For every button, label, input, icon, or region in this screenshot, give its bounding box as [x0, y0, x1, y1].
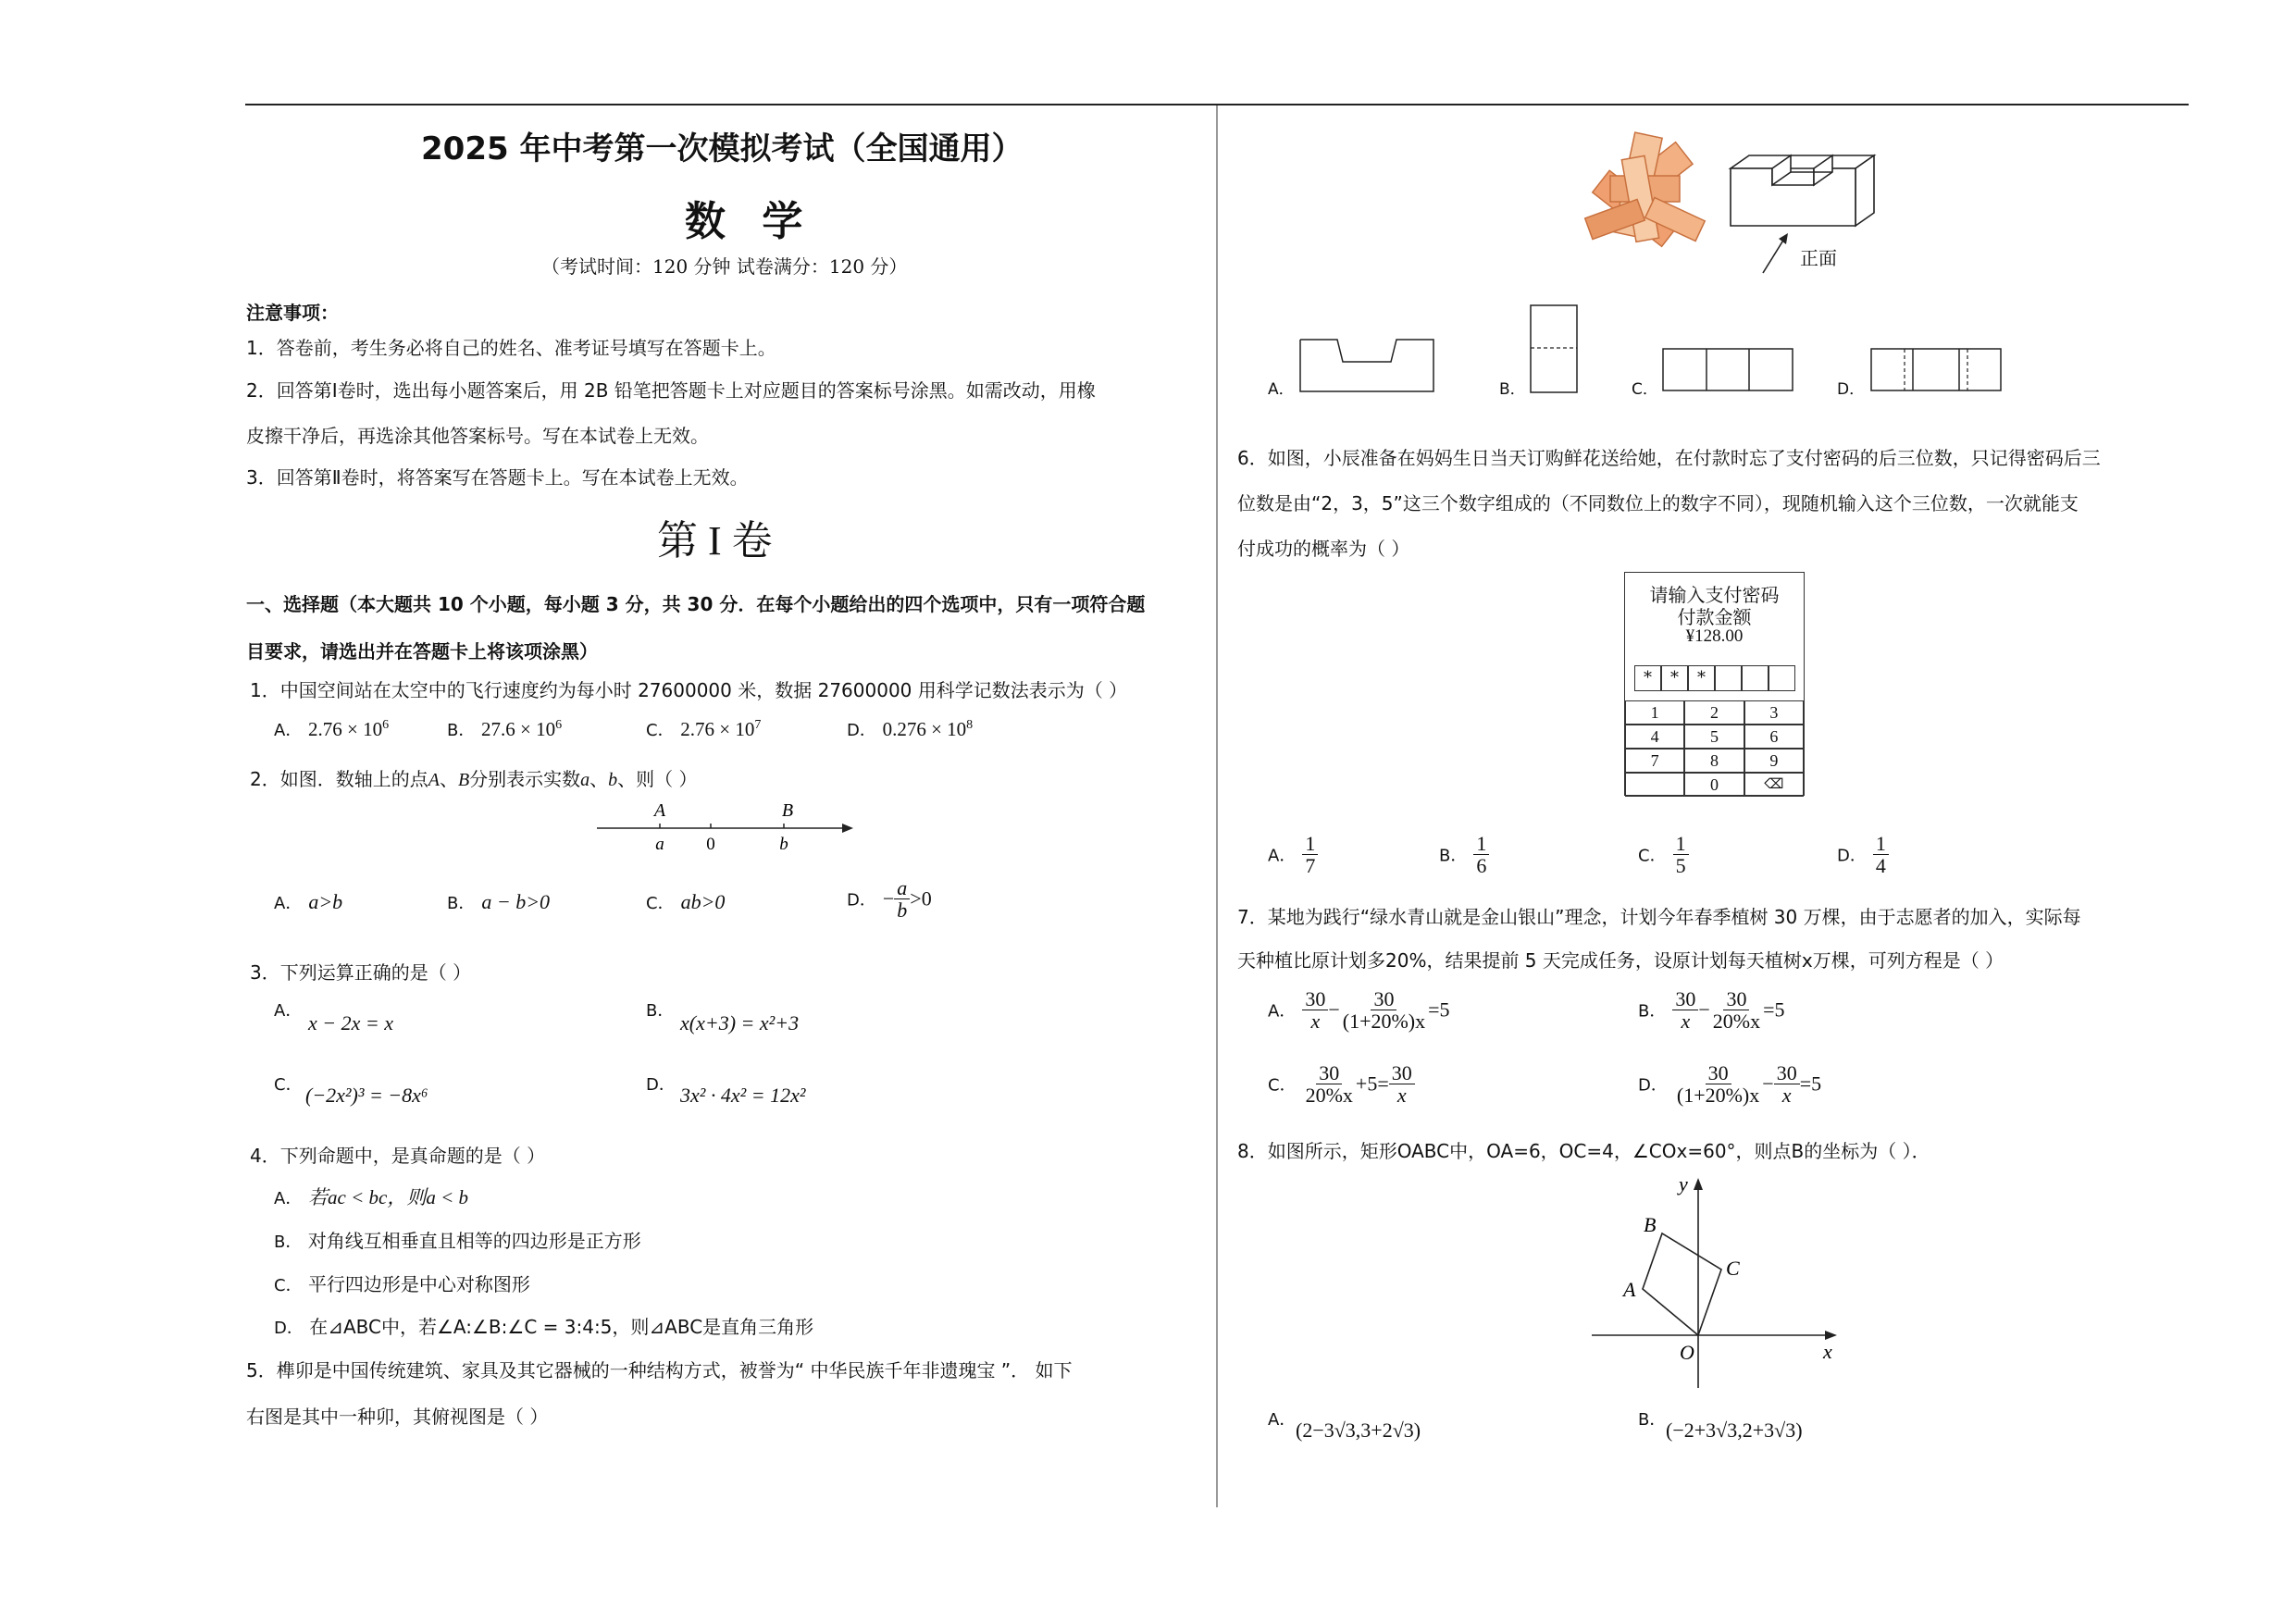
fraction-numerator: 30: [1706, 1062, 1731, 1084]
q5-option-a-figure[interactable]: [1298, 338, 1437, 393]
point-b-label: B: [781, 800, 794, 821]
q6-stem: 6．如图，小辰准备在妈妈生日当天订购鲜花送给她，在付款时忘了支付密码的后三位数，只记得密码后三: [1237, 447, 2101, 469]
q7-stem: 天种植比原计划多20%，结果提前 5 天完成任务，设原计划每天植树x万棵，可列方程是（ ）: [1237, 949, 2004, 972]
notice-item: 2．回答第Ⅰ卷时，选出每小题答案后，用 2B 铅笔把答题卡上对应题目的答案标号涂黑。如需改动，用橡: [246, 379, 1096, 402]
point-b-label: B: [1644, 1213, 1657, 1236]
rectangle-coordinate-diagram: [1582, 1171, 1860, 1397]
option-fraction: [1473, 833, 1489, 876]
keypad-key: 7: [1625, 749, 1684, 773]
password-box: [1769, 665, 1795, 691]
section-instruction: 一、选择题（本大题共 10 个小题，每小题 3 分，共 30 分．在每个小题给出的四个选项中，只有一项符合题: [246, 593, 1146, 615]
notice-item: 3．回答第Ⅱ卷时，将答案写在答题卡上。写在本试卷上无效。: [246, 466, 749, 489]
option-mantissa: 27.6: [481, 718, 515, 740]
keypad-key: 2: [1684, 700, 1744, 725]
option-label: D．: [847, 721, 876, 740]
q5-option-d-label: D．: [1837, 380, 1866, 399]
q8-option-b-label: B．: [1638, 1410, 1667, 1430]
q3-option-c[interactable]: (−2x²)³ = −8x⁶: [305, 1084, 428, 1107]
q3-option-d-label: D．: [646, 1075, 676, 1095]
q5-stem: 5．榫卯是中国传统建筑、家具及其它器械的一种结构方式，被誉为“ 中华民族千年非遗瑰宝 ”． 如下: [246, 1359, 1073, 1381]
zero-label: 0: [706, 835, 715, 854]
axis-y-label: y: [1679, 1172, 1688, 1196]
option-exp: 6: [382, 718, 390, 732]
keypad-key: 0: [1684, 773, 1744, 797]
password-box: *: [1634, 665, 1661, 691]
option-rest: >0: [910, 886, 932, 911]
q3-option-b-label: B．: [646, 1001, 675, 1021]
keypad-key: 3: [1744, 700, 1804, 725]
q5-option-b-figure[interactable]: [1529, 304, 1580, 396]
option-expr: a>b: [308, 890, 343, 913]
fraction-numerator: 30: [1389, 1062, 1415, 1084]
x-axis-arrow: [1825, 1331, 1837, 1340]
fraction-denominator: 6: [1476, 854, 1487, 878]
number-line-arrow: [842, 824, 853, 833]
operator: −: [1698, 997, 1710, 1022]
option-fraction: [1302, 833, 1318, 876]
fraction-denominator: 20%x: [1712, 1010, 1761, 1034]
option-fraction: [1340, 988, 1428, 1032]
fraction-denominator: 7: [1305, 854, 1316, 878]
q2-option-b[interactable]: [447, 890, 550, 914]
q3-option-a[interactable]: x − 2x = x: [308, 1011, 393, 1035]
option-label: D．: [847, 890, 876, 911]
q5-option-a-label: A．: [1268, 380, 1295, 399]
option-label: A．: [274, 1189, 303, 1208]
option-label: C．: [646, 721, 675, 740]
fraction-denominator: 20%x: [1305, 1084, 1353, 1108]
option-fraction: [1673, 833, 1689, 876]
option-fraction: [1303, 1062, 1356, 1106]
q4-option-d[interactable]: [274, 1312, 813, 1339]
q3-option-d[interactable]: 3x² · 4x² = 12x²: [680, 1084, 806, 1107]
q3-option-a-label: A．: [274, 1001, 303, 1021]
option-text: 在⊿ABC中，若∠A:∠B:∠C = 3:4:5，则⊿ABC是直角三角形: [309, 1316, 814, 1338]
option-fraction: [1710, 988, 1763, 1032]
q2-stem-var-b: b: [608, 770, 618, 790]
option-label: B．: [447, 721, 476, 740]
option-fraction: [1672, 988, 1698, 1032]
option-label: B．: [1638, 1001, 1667, 1022]
option-text: 平行四边形是中心对称图形: [307, 1273, 530, 1295]
option-mantissa: 0.276: [882, 718, 926, 740]
fraction-numerator: 30: [1672, 988, 1698, 1010]
keypad-key: 4: [1625, 725, 1684, 749]
option-text: 若ac < bc，则a < b: [308, 1186, 468, 1208]
fraction-denominator: x: [1681, 1010, 1691, 1034]
option-exp: 7: [754, 718, 762, 732]
option-fraction: [1774, 1062, 1800, 1106]
q2-option-c[interactable]: [646, 890, 725, 914]
fraction-numerator: 30: [1302, 988, 1328, 1010]
option-minus: −: [882, 886, 895, 911]
volume-title: 第 I 卷: [657, 518, 773, 564]
q7-option-b[interactable]: [1638, 988, 1785, 1032]
q6-stem: 付成功的概率为（ ）: [1237, 538, 1410, 560]
q1-option-b[interactable]: B． $27.6 \times 10^6$: [447, 718, 563, 740]
point-a-label: A: [653, 800, 666, 821]
keypad-key: 9: [1744, 749, 1804, 773]
q3-stem: 3．下列运算正确的是（ ）: [250, 961, 472, 984]
q7-option-a[interactable]: [1268, 988, 1450, 1032]
fraction-numerator: 30: [1774, 1062, 1800, 1084]
q7-stem: 7．某地为践行“绿水青山就是金山银山”理念，计划今年春季植树 30 万棵，由于志愿者的加入，实际每: [1237, 906, 2081, 928]
operator: −: [1762, 1072, 1774, 1096]
fraction-denominator: 4: [1875, 854, 1886, 878]
fraction-denominator: x: [1781, 1084, 1792, 1108]
q4-stem: 4．下列命题中，是真命题的是（ ）: [250, 1145, 546, 1167]
fraction-denominator: (1+20%)x: [1676, 1084, 1760, 1108]
rectangle-oabc: [1643, 1233, 1721, 1335]
q2-stem-point-b: B: [457, 770, 470, 790]
q1-option-d[interactable]: D． $0.276 \times 10^8$: [847, 718, 974, 740]
fraction-numerator: 30: [1316, 1062, 1342, 1084]
q8-option-b[interactable]: (−2+3√3,2+3√3): [1666, 1419, 1803, 1442]
front-arrow: [1763, 239, 1784, 273]
option-fraction: [1389, 1062, 1415, 1106]
option-label: D．: [274, 1319, 304, 1338]
option-label: C．: [646, 894, 675, 913]
fraction-denominator: x: [1396, 1084, 1407, 1108]
q6-option-c[interactable]: [1638, 833, 1689, 876]
backspace-icon: ⌫: [1744, 773, 1804, 797]
q5-option-d-figure[interactable]: [1869, 347, 2004, 393]
option-label: A．: [274, 894, 303, 913]
option-text: 对角线互相垂直且相等的四边形是正方形: [307, 1230, 641, 1252]
fraction-denominator: (1+20%)x: [1342, 1010, 1426, 1034]
value-a-label: a: [655, 835, 664, 854]
password-box: *: [1661, 665, 1688, 691]
q1-option-c[interactable]: C． $2.76 \times 10^7$: [646, 718, 762, 740]
option-label: A．: [1268, 846, 1297, 866]
keypad-key: 5: [1684, 725, 1744, 749]
option-label: D．: [1837, 846, 1867, 866]
q6-option-d[interactable]: [1837, 833, 1889, 876]
fraction-numerator: 30: [1371, 988, 1396, 1010]
option-label: C．: [1638, 846, 1667, 866]
fraction-numerator: 1: [1673, 833, 1689, 855]
subject-title: 数 学: [685, 198, 814, 245]
fraction-numerator: 30: [1723, 988, 1749, 1010]
q2-stem: 2．如图．数轴上的点A、B分别表示实数a、b、则（ ）: [250, 768, 698, 790]
q2-stem-point-a: A: [428, 770, 440, 790]
payment-keypad: [1624, 572, 1805, 796]
notice-item: 1．答卷前，考生务必将自己的姓名、准考证号填写在答题卡上。: [246, 337, 776, 359]
q4-option-c[interactable]: [274, 1270, 530, 1296]
fraction-denominator: x: [1310, 1010, 1321, 1034]
keypad-key: [1625, 773, 1684, 797]
keypad-key: 1: [1625, 700, 1684, 725]
option-label: B．: [447, 894, 476, 913]
operator: −: [1328, 997, 1340, 1022]
q5-option-c-figure[interactable]: [1661, 347, 1795, 393]
option-label: C．: [1268, 1075, 1297, 1096]
notice-item: 皮擦干净后，再选涂其他答案标号。写在本试卷上无效。: [246, 425, 709, 447]
keypad-key: 8: [1684, 749, 1744, 773]
front-label: 正面: [1800, 247, 1837, 269]
password-box: [1715, 665, 1742, 691]
q2-stem-suffix: 分别表示实数: [469, 768, 581, 790]
option-exp: 8: [966, 718, 974, 732]
option-fraction: [1674, 1062, 1762, 1106]
q2-stem-end: 、则（ ）: [617, 768, 698, 790]
keypad-title: 请输入支付密码: [1649, 586, 1780, 606]
y-axis-arrow: [1694, 1178, 1703, 1190]
q1-option-a[interactable]: A． $2.76 \times 10^6$: [274, 718, 390, 740]
q2-stem-var-a: a: [580, 770, 590, 790]
keypad-amount: ¥128.00: [1685, 626, 1744, 646]
q7-option-c[interactable]: [1268, 1062, 1415, 1106]
option-label: A．: [274, 721, 303, 740]
q8-stem: 8．如图所示，矩形OABC中，OA=6，OC=4，∠COx=60°，则点B的坐标为（ ）．: [1237, 1140, 1930, 1162]
wooden-puzzle-image: [1573, 130, 1712, 259]
option-fraction: [894, 877, 910, 921]
q2-option-a[interactable]: [274, 890, 342, 914]
q5-stem: 右图是其中一种卯，其俯视图是（ ）: [246, 1406, 549, 1428]
exam-title: 2025 年中考第一次模拟考试（全国通用）: [421, 130, 1024, 167]
value-b-label: b: [779, 835, 788, 854]
number-line-diagram: [592, 798, 861, 853]
password-box: [1742, 665, 1769, 691]
operator: +5=: [1355, 1072, 1389, 1096]
option-fraction: [1873, 833, 1889, 876]
keypad-amount-title: 付款金额: [1677, 608, 1752, 628]
option-label: C．: [274, 1276, 303, 1295]
point-c-label: C: [1726, 1257, 1740, 1280]
q5-option-b-label: B．: [1499, 380, 1526, 399]
q2-option-d[interactable]: [847, 877, 932, 921]
option-fraction: [1302, 988, 1328, 1032]
point-a-label: A: [1623, 1278, 1636, 1301]
point-o-label: O: [1680, 1341, 1694, 1364]
option-expr: ab>0: [680, 890, 726, 913]
q3-option-b[interactable]: x(x+3) = x²+3: [680, 1011, 800, 1035]
q4-option-b[interactable]: [274, 1226, 641, 1253]
column-divider: [1216, 105, 1218, 1507]
q7-option-d[interactable]: [1638, 1062, 1821, 1106]
option-exp: 6: [555, 718, 563, 732]
password-boxes: [1634, 665, 1795, 691]
q6-option-a[interactable]: [1268, 833, 1318, 876]
section-instruction: 目要求，请选出并在答题卡上将该项涂黑）: [246, 640, 598, 663]
q1-stem: 1．中国空间站在太空中的飞行速度约为每小时 27600000 米，数据 27600000 用科学记数法表示为（ ）: [250, 679, 1128, 701]
keypad-key: 6: [1744, 725, 1804, 749]
q5-option-c-label: C．: [1632, 380, 1658, 399]
option-label: A．: [1268, 1001, 1297, 1022]
fraction-denominator: b: [897, 898, 908, 923]
q8-option-a[interactable]: (2−3√3,3+2√3): [1296, 1419, 1421, 1442]
option-label: D．: [1638, 1075, 1668, 1096]
q8-option-a-label: A．: [1268, 1410, 1297, 1430]
option-expr: a − b>0: [481, 890, 551, 913]
equation-rhs: =5: [1799, 1072, 1822, 1096]
fraction-numerator: 1: [1473, 833, 1489, 855]
fraction-numerator: 1: [1873, 833, 1889, 855]
q4-option-a[interactable]: [274, 1183, 468, 1210]
q2-stem-prefix: 2．如图．数轴上的点: [250, 768, 428, 790]
notice-title: 注意事项：: [246, 302, 339, 324]
fraction-numerator: a: [894, 877, 910, 899]
fraction-denominator: 5: [1675, 854, 1686, 878]
q3-option-c-label: C．: [274, 1075, 303, 1095]
password-box: *: [1688, 665, 1715, 691]
option-mantissa: 2.76: [308, 718, 342, 740]
axis-x-label: x: [1823, 1340, 1832, 1363]
keypad-grid: [1625, 700, 1804, 797]
fraction-numerator: 1: [1302, 833, 1318, 855]
option-mantissa: 2.76: [680, 718, 715, 740]
exam-info: （考试时间：120 分钟 试卷满分：120 分）: [541, 255, 908, 278]
equation-rhs: =5: [1428, 997, 1450, 1022]
q6-stem: 位数是由“2，3，5”这三个数字组成的（不同数位上的数字不同），现随机输入这个三位数，一次就能支: [1237, 492, 2079, 514]
equation-rhs: =5: [1763, 997, 1785, 1022]
option-label: B．: [1439, 846, 1468, 866]
option-label: B．: [274, 1233, 303, 1252]
q6-option-b[interactable]: [1439, 833, 1489, 876]
